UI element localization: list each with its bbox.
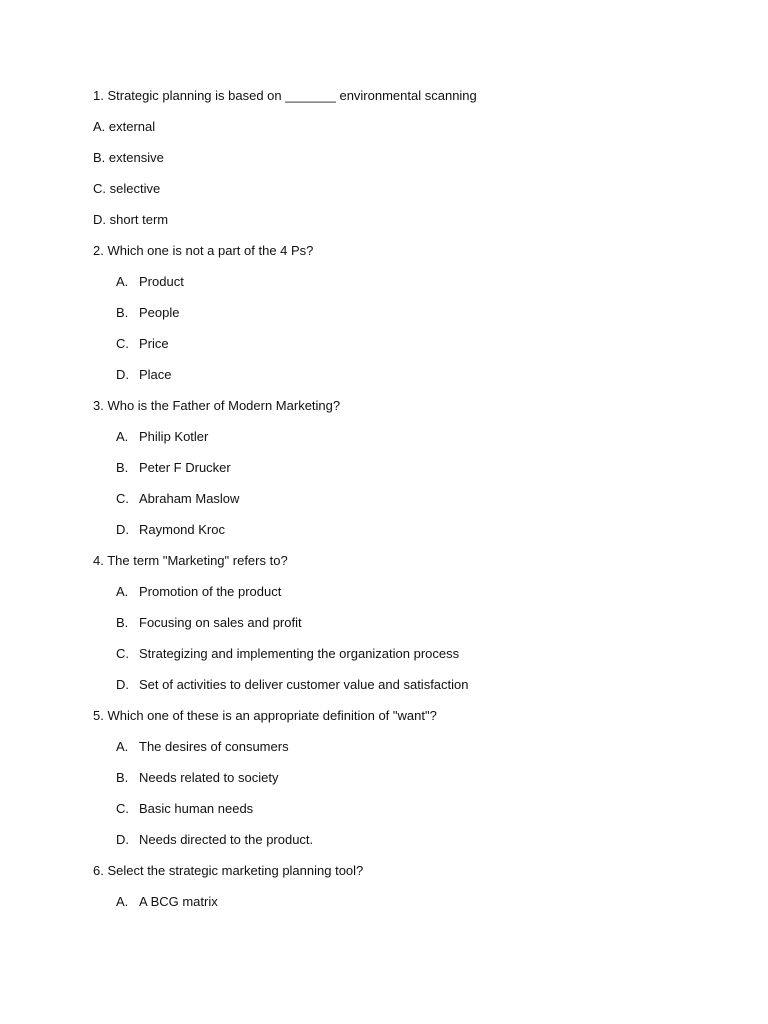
option-letter: A. [116, 739, 129, 754]
option-letter: C. [116, 491, 129, 506]
option-letter: C. [116, 336, 129, 351]
question-3-option-d [93, 519, 713, 550]
question-4: 4. The term "Marketing" refers to? [93, 553, 288, 568]
option-letter: C. [116, 646, 129, 661]
option-text: Product [139, 274, 184, 289]
option-text: Place [139, 367, 172, 382]
option-letter: A. [116, 274, 129, 289]
question-3-option-a [93, 426, 713, 457]
question-1-option-c: C. selective [93, 181, 161, 196]
option-text: Needs related to society [139, 770, 279, 785]
question-1-option-a: A. external [93, 119, 156, 134]
question-4-option-b [93, 612, 713, 643]
question-6-option-a [93, 891, 713, 922]
question-2-option-d [93, 364, 713, 395]
question-5: 5. Which one of these is an appropriate definition of "want"? [93, 708, 437, 723]
option-letter: D. [116, 832, 129, 847]
question-4-option-a [93, 581, 713, 612]
option-letter: C. [116, 801, 129, 816]
option-text: Promotion of the product [139, 584, 282, 599]
option-text: Price [139, 336, 169, 351]
option-letter: A. [116, 894, 129, 909]
option-text: Peter F Drucker [139, 460, 231, 475]
option-text: Abraham Maslow [139, 491, 240, 506]
question-4-option-d [93, 674, 713, 705]
question-6: 6. Select the strategic marketing planning tool? [93, 863, 364, 878]
question-5-option-a [93, 736, 713, 767]
option-text: Philip Kotler [139, 429, 209, 444]
option-letter: B. [116, 460, 129, 475]
option-letter: B. [116, 615, 129, 630]
option-text: Focusing on sales and profit [139, 615, 302, 630]
option-text: Needs directed to the product. [139, 832, 314, 847]
option-letter: D. [116, 367, 129, 382]
option-text: Strategizing and implementing the organization process [139, 646, 460, 661]
option-text: Raymond Kroc [139, 522, 225, 537]
question-2-option-a [93, 271, 713, 302]
question-2-option-b [93, 302, 713, 333]
option-text: A BCG matrix [139, 894, 218, 909]
question-5-option-b [93, 767, 713, 798]
option-text: Basic human needs [139, 801, 254, 816]
option-letter: B. [116, 770, 129, 785]
option-letter: A. [116, 584, 129, 599]
question-3-option-c [93, 488, 713, 519]
question-5-option-c [93, 798, 713, 829]
quiz-content [93, 85, 713, 922]
question-1-option-d: D. short term [93, 212, 169, 227]
question-5-option-d [93, 829, 713, 860]
question-4-option-c [93, 643, 713, 674]
option-text: Set of activities to deliver customer value and satisfaction [139, 677, 469, 692]
option-letter: A. [116, 429, 129, 444]
question-1: 1. Strategic planning is based on _______ environmental scanning [93, 88, 477, 103]
option-text: The desires of consumers [139, 739, 289, 754]
question-3-option-b [93, 457, 713, 488]
question-2-option-c [93, 333, 713, 364]
option-text: People [139, 305, 180, 320]
question-2: 2. Which one is not a part of the 4 Ps? [93, 243, 314, 258]
option-letter: D. [116, 677, 129, 692]
option-letter: D. [116, 522, 129, 537]
option-letter: B. [116, 305, 129, 320]
question-1-option-b: B. extensive [93, 150, 164, 165]
question-3: 3. Who is the Father of Modern Marketing? [93, 398, 341, 413]
